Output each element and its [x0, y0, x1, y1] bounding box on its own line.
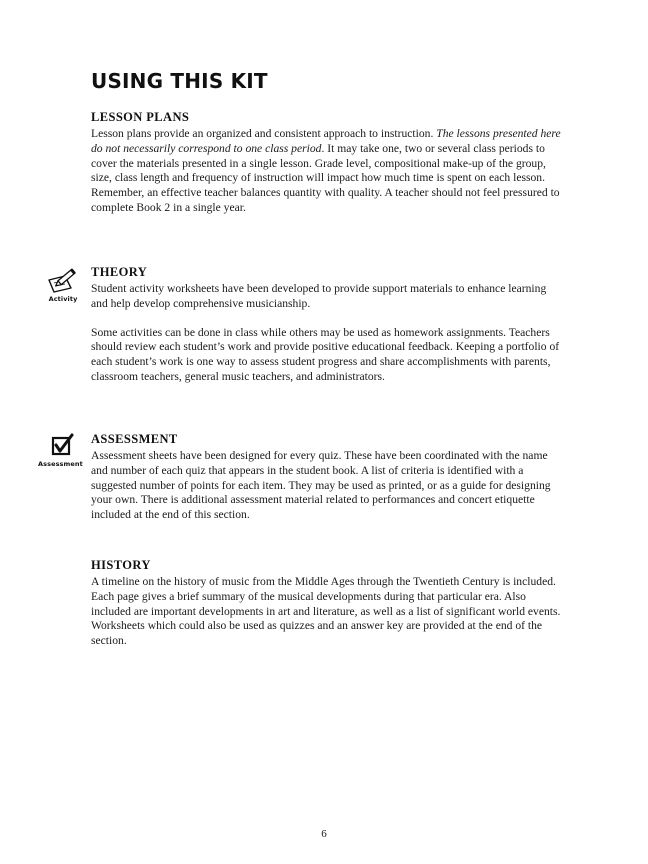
assessment-icon-block: [38, 433, 82, 468]
section-heading-history: HISTORY: [91, 558, 151, 572]
theory-paragraph-1: Student activity worksheets have been developed to provide support materials to enhance learning and help develop comprehensive musicianship.: [91, 282, 547, 310]
section-heading-theory: THEORY: [91, 265, 148, 279]
page-number: 6: [321, 828, 327, 840]
section-heading-assessment: ASSESSMENT: [91, 432, 178, 446]
activity-icon-caption: Activity: [48, 295, 78, 303]
lesson-plans-paragraph: [91, 127, 561, 216]
section-assessment: [91, 432, 561, 523]
lesson-plans-text-italic: The lessons presented here do not necessarily correspond to one class period: [91, 127, 561, 155]
pencil-activity-icon: [46, 266, 80, 294]
history-paragraph: A timeline on the history of music from the Middle Ages through the Twentieth Century is included. Each page gives a brief summary of the musical developments during that particular era. Also included are important developments in art and literature, as well as a list of significant world events. Worksheets which could also be used as quizzes and an answer key are provided at the end of the section.: [91, 575, 561, 648]
section-lesson-plans: [91, 110, 561, 216]
checkbox-assessment-icon: [45, 433, 75, 459]
page-title: USING THIS KIT: [91, 69, 268, 93]
activity-icon-block: [41, 266, 85, 303]
lesson-plans-text-intro: Lesson plans provide an organized and consistent approach to instruction.: [91, 127, 437, 140]
theory-paragraph-2: Some activities can be done in class while others may be used as homework assignments. Teachers should review each student’s work and provide positive educational feedback. Keeping a portfolio of each student’s work is one way to assess student progress and share accomplishments with parents, classroom teachers, general music teachers, and administrators.: [91, 325, 560, 383]
assessment-paragraph: Assessment sheets have been designed for every quiz. These have been coordinated with the name and number of each quiz that appears in the student book. A list of criteria is identified with a suggested number of points for each item. They may be used as printed, or as a guide for designing your own. There is additional assessment material related to performances and concert etiquette included at the end of this section.: [91, 449, 551, 522]
lesson-plans-text-rest: . It may take one, two or several class periods to cover the materials presented in a single lesson. Grade level, compositional make-up of the group, size, class length and frequency of instruction will impact how much time is spent on each lesson. Remember, an effective teacher balances quantity with quality. A teacher should not feel pressured to complete Book 2 in a single year.: [91, 141, 560, 214]
assessment-icon-caption: Assessment: [38, 460, 83, 468]
section-history: [91, 558, 561, 649]
section-theory: [91, 265, 561, 385]
section-heading-lesson-plans: LESSON PLANS: [91, 110, 190, 124]
